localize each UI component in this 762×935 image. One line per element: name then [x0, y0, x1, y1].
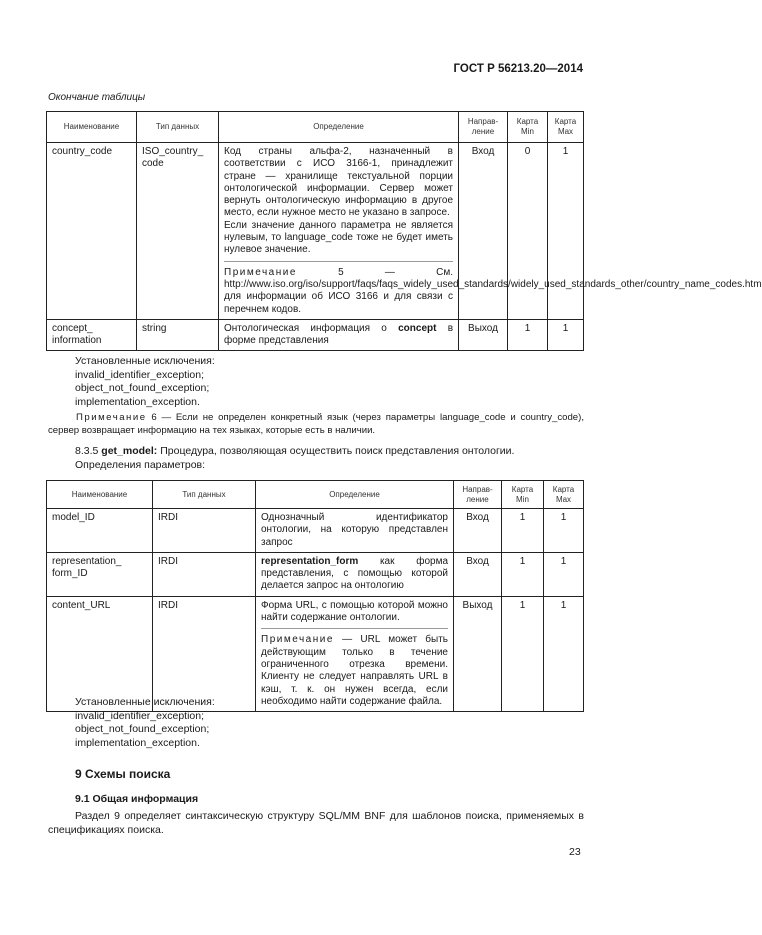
exception-item: object_not_found_exception; — [75, 382, 210, 395]
note-text: 6 — Если не определен конкретный язык (через параметры language_code и country_code), сервер возвращает информацию на тех языках, которые есть в наличии. — [48, 412, 585, 436]
param-name: content_URL — [47, 596, 153, 711]
param-direction: Выход — [459, 319, 508, 351]
note-label: Примечание — [224, 266, 297, 278]
parameters-table-1 — [46, 111, 762, 351]
param-max: 1 — [548, 143, 584, 320]
col-min-header: Карта Min — [502, 481, 544, 509]
col-definition-header: Определение — [219, 112, 459, 143]
section-text: Процедура, позволяющая осуществить поиск представления онтологии. — [157, 445, 515, 457]
col-max-header: Карта Max — [544, 481, 584, 509]
param-definition — [256, 596, 454, 711]
param-direction: Вход — [454, 552, 502, 596]
exceptions-list-2 — [75, 696, 215, 750]
param-name: concept_ information — [47, 319, 137, 351]
note-label: Примечание — [261, 634, 334, 646]
definition-post: в форме представления — [224, 322, 454, 347]
parameters-table-2 — [46, 480, 584, 712]
param-name: model_ID — [47, 509, 153, 553]
definition-text: Форма URL, с помощью которой можно найти содержание онтологии. — [261, 599, 448, 624]
exceptions-title: Установленные исключения: — [75, 696, 215, 708]
definition-note — [261, 634, 448, 708]
param-type: ISO_country_ code — [137, 143, 219, 320]
definition-note — [224, 266, 762, 316]
table-row — [47, 552, 584, 596]
note-label: Примечание — [76, 412, 147, 423]
table-row — [47, 319, 584, 351]
table-header-row — [47, 112, 584, 143]
exceptions-list-1 — [75, 355, 215, 409]
param-max: 1 — [544, 509, 584, 553]
param-min: 1 — [502, 552, 544, 596]
document-id: ГОСТ Р 56213.20—2014 — [453, 63, 583, 75]
param-max: 1 — [544, 552, 584, 596]
param-type: IRDI — [153, 509, 256, 553]
param-direction: Выход — [454, 596, 502, 711]
section-number: 8.3.5 — [75, 445, 102, 457]
exception-item: invalid_identifier_exception; — [75, 368, 204, 381]
col-name-header: Наименование — [47, 112, 137, 143]
params-label: Определения параметров: — [75, 458, 206, 471]
table-caption: Окончание таблицы — [48, 92, 146, 103]
page-number: 23 — [569, 846, 581, 858]
param-name: representation_ form_ID — [47, 552, 153, 596]
exception-item: implementation_exception. — [75, 395, 200, 408]
col-direction-header: Направ-ление — [459, 112, 508, 143]
param-max: 1 — [548, 319, 584, 351]
col-min-header: Карта Min — [508, 112, 548, 143]
col-max-header: Карта Max — [548, 112, 584, 143]
param-type: IRDI — [153, 596, 256, 711]
exception-item: invalid_identifier_exception; — [75, 709, 204, 722]
exception-item: object_not_found_exception; — [75, 723, 210, 736]
table-row — [47, 596, 584, 711]
section-line — [75, 445, 514, 459]
param-max: 1 — [544, 596, 584, 711]
divider — [224, 261, 453, 262]
col-type-header: Тип данных — [137, 112, 219, 143]
function-name: get_model: — [101, 445, 158, 457]
param-min: 1 — [502, 509, 544, 553]
param-definition — [219, 319, 459, 351]
table-row — [47, 509, 584, 553]
param-min: 1 — [502, 596, 544, 711]
param-definition: Однозначный идентификатор онтологии, на которую представлен запрос — [256, 509, 454, 553]
table-row — [47, 143, 584, 320]
col-type-header: Тип данных — [153, 481, 256, 509]
exceptions-title: Установленные исключения: — [75, 355, 215, 367]
divider — [261, 628, 448, 629]
note-text: 5 — См. http://www.iso.org/iso/support/faqs/faqs_widely_used_standards/widely_used_standards_other/country_name_codes.htm для информации об ИСО 3166 и для связи с перечнем кодов. — [224, 266, 762, 315]
definition-text: Код страны альфа-2, назначенный в соответствии с ИСО 3166-1, принадлежит стране — хранилище текстуальной порции онтологической информации. Сервер может вернуть онтологическую информацию в другое место, если нужное место не указано в запросе. — [224, 146, 453, 219]
param-name: country_code — [47, 143, 137, 320]
note-text: — URL может быть действующим только в течение ограниченного отрезка времени. Клиенту не следует направлять URL в кэш, т. к. он нужен всегда, если необходимо найти содержание файла. — [261, 634, 449, 707]
param-type: IRDI — [153, 552, 256, 596]
section-9-title: 9 Схемы поиска — [75, 767, 171, 781]
definition-text-2: Если значение данного параметра не является нулевым, то language_code тоже не будет иметь нулевое значение. — [224, 219, 453, 256]
param-type: string — [137, 319, 219, 351]
section-8-3-5 — [75, 445, 514, 472]
definition-bold: representation_form — [261, 555, 359, 567]
param-direction: Вход — [454, 509, 502, 553]
note-6 — [48, 411, 584, 437]
param-direction: Вход — [459, 143, 508, 320]
section-9-1-title: 9.1 Общая информация — [75, 793, 199, 805]
definition-bold: concept — [398, 322, 437, 334]
param-min: 1 — [508, 319, 548, 351]
exception-item: implementation_exception. — [75, 736, 200, 749]
definition-pre: Онтологическая информация о — [224, 322, 399, 334]
col-direction-header: Направ-ление — [454, 481, 502, 509]
col-definition-header: Определение — [256, 481, 454, 509]
param-min: 0 — [508, 143, 548, 320]
definition-post: как форма представления, с помощью которой делается запрос на онтологию — [261, 555, 448, 592]
param-definition — [256, 552, 454, 596]
col-name-header: Наименование — [47, 481, 153, 509]
table-header-row — [47, 481, 584, 509]
section-9-1-text: Раздел 9 определяет синтаксическую структуру SQL/MM BNF для шаблонов поиска, применяемых в спецификациях поиска. — [48, 810, 584, 836]
